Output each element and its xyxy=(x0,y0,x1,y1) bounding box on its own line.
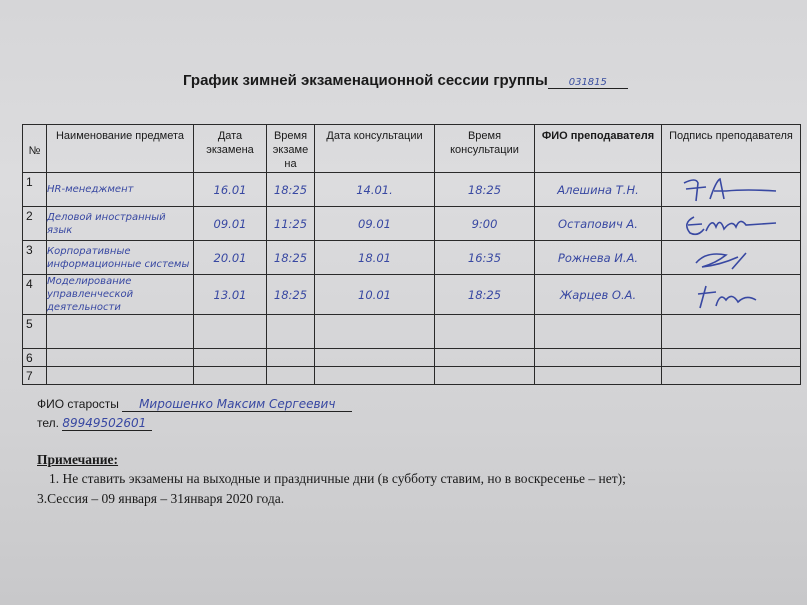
note-item: 1. Не ставить экзамены на выходные и праздничные дни (в субботу ставим, но в воскресенье – нет); xyxy=(49,471,626,486)
signature-cell xyxy=(662,173,801,207)
subject-cell: HR-менеджмент xyxy=(47,173,194,207)
consult-time-cell: 18:25 xyxy=(435,173,535,207)
row-number: 7 xyxy=(23,367,47,385)
notes-heading: Примечание: xyxy=(37,452,119,467)
consult-time-cell: 18:25 xyxy=(435,275,535,315)
exam-time-cell: 18:25 xyxy=(267,173,315,207)
exam-date-cell: 13.01 xyxy=(194,275,267,315)
table-row xyxy=(23,275,801,315)
row-number: 1 xyxy=(23,173,47,207)
table-row xyxy=(23,173,801,207)
starosta-label: ФИО старосты xyxy=(37,397,119,411)
col-header-teacher: ФИО преподавателя xyxy=(535,125,662,173)
starosta-value: Мирошенко Максим Сергеевич xyxy=(122,397,352,412)
table-row xyxy=(23,367,801,385)
notes-section xyxy=(37,452,626,507)
table-row xyxy=(23,207,801,241)
subject-cell: Корпоративные информационные системы xyxy=(47,241,194,275)
row-number: 5 xyxy=(23,315,47,349)
phone-field xyxy=(37,416,152,431)
col-header-consult-time: Время консультации xyxy=(435,125,535,173)
page-title xyxy=(183,72,703,89)
row-number: 6 xyxy=(23,349,47,367)
table-row xyxy=(23,315,801,349)
starosta-field xyxy=(37,397,352,412)
handwritten-signature xyxy=(676,209,786,239)
subject-cell: Деловой иностранный язык xyxy=(47,207,194,241)
exam-time-cell: 18:25 xyxy=(267,275,315,315)
consult-date-cell: 10.01 xyxy=(315,275,435,315)
consult-date-cell: 18.01 xyxy=(315,241,435,275)
table-row xyxy=(23,241,801,275)
phone-value: 89949502601 xyxy=(62,416,152,431)
handwritten-signature xyxy=(676,280,786,310)
col-header-consult-date: Дата консультации xyxy=(315,125,435,173)
exam-time-cell: 11:25 xyxy=(267,207,315,241)
consult-date-cell: 14.01. xyxy=(315,173,435,207)
teacher-cell: Рожнева И.А. xyxy=(535,241,662,275)
subject-cell xyxy=(47,315,194,349)
col-header-num: № xyxy=(23,125,47,173)
row-number: 2 xyxy=(23,207,47,241)
row-number: 3 xyxy=(23,241,47,275)
col-header-exam-time: Время экзаме на xyxy=(267,125,315,173)
group-number: 031815 xyxy=(548,77,628,89)
signature-cell xyxy=(662,241,801,275)
exam-time-cell: 18:25 xyxy=(267,241,315,275)
exam-date-cell: 16.01 xyxy=(194,173,267,207)
signature-cell xyxy=(662,207,801,241)
title-text: График зимней экзаменационной сессии группы xyxy=(183,72,548,89)
col-header-signature: Подпись преподавателя xyxy=(662,125,801,173)
consult-time-cell: 9:00 xyxy=(435,207,535,241)
consult-date-cell: 09.01 xyxy=(315,207,435,241)
row-number: 4 xyxy=(23,275,47,315)
handwritten-signature xyxy=(676,175,786,205)
exam-date-cell: 20.01 xyxy=(194,241,267,275)
subject-cell: Моделирование управленческой деятельности xyxy=(47,275,194,315)
teacher-cell: Алешина Т.Н. xyxy=(535,173,662,207)
table-row xyxy=(23,349,801,367)
signature-cell xyxy=(662,275,801,315)
consult-time-cell: 16:35 xyxy=(435,241,535,275)
note-item: 3.Сессия – 09 января – 31января 2020 года. xyxy=(37,491,285,506)
phone-label: тел. xyxy=(37,416,59,430)
teacher-cell: Жарцев О.А. xyxy=(535,275,662,315)
col-header-exam-date: Дата экзамена xyxy=(194,125,267,173)
handwritten-signature xyxy=(676,243,786,273)
teacher-cell: Остапович А. xyxy=(535,207,662,241)
col-header-subject: Наименование предмета xyxy=(47,125,194,173)
exam-date-cell: 09.01 xyxy=(194,207,267,241)
exam-schedule-table xyxy=(22,124,801,385)
